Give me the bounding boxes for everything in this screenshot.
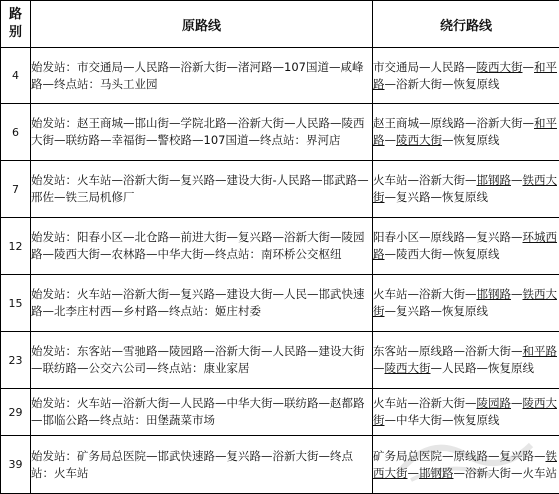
detour-road-underlined: 邯钢路 bbox=[477, 173, 512, 187]
detour-text-segment: 火车站—浴新大街— bbox=[373, 396, 477, 410]
detour-text-segment: — bbox=[408, 466, 420, 480]
detour-road-underlined: 铁西大街 bbox=[373, 173, 557, 204]
detour-road-underlined: 邯钢路 bbox=[477, 287, 512, 301]
detour-text-segment: —陵西大街—恢复原线 bbox=[385, 247, 500, 261]
detour-text-segment: —人民路—恢复原线 bbox=[431, 361, 535, 375]
route-number: 39 bbox=[1, 436, 31, 494]
route-number: 7 bbox=[1, 161, 31, 218]
detour-text-segment: —恢复原线 bbox=[442, 133, 500, 147]
detour-route-cell bbox=[373, 218, 559, 275]
detour-text-segment: 赵王商城—原线路—浴新大街— bbox=[373, 116, 534, 130]
table-row bbox=[1, 275, 559, 332]
header-detour-route: 绕行路线 bbox=[373, 1, 559, 48]
detour-text-segment: — bbox=[511, 287, 523, 301]
detour-text-segment: 矿务局总医院—原线路—复兴路— bbox=[373, 449, 546, 463]
detour-text-segment: 火车站—浴新大街— bbox=[373, 287, 477, 301]
route-number: 6 bbox=[1, 104, 31, 161]
table-body bbox=[1, 48, 559, 494]
route-number: 4 bbox=[1, 48, 31, 104]
detour-route-cell bbox=[373, 275, 559, 332]
detour-route-cell bbox=[373, 389, 559, 436]
table-row bbox=[1, 436, 559, 494]
detour-text-segment: — bbox=[511, 173, 523, 187]
detour-route-cell bbox=[373, 104, 559, 161]
header-route-no: 路 别 bbox=[1, 1, 31, 48]
detour-road-underlined: 邯钢路 bbox=[419, 466, 454, 480]
detour-road-underlined: 陵西大街 bbox=[373, 396, 557, 427]
detour-road-underlined: 陵园路 bbox=[477, 396, 512, 410]
detour-text-segment: 火车站—浴新大街— bbox=[373, 173, 477, 187]
detour-text-segment: —浴新大街—火车站 bbox=[454, 466, 558, 480]
detour-text-segment: 东客站—原线路—浴新大街— bbox=[373, 344, 523, 358]
original-route-cell: 始发站：矿务局总医院—邯武快速路—复兴路—浴新大街—终点站：火车站 bbox=[31, 436, 373, 494]
detour-route-cell bbox=[373, 161, 559, 218]
table-row bbox=[1, 104, 559, 161]
route-number: 15 bbox=[1, 275, 31, 332]
table-header-row bbox=[1, 1, 559, 48]
detour-text-segment: — bbox=[511, 396, 523, 410]
detour-road-underlined: 和平路 bbox=[373, 116, 557, 147]
detour-route-cell bbox=[373, 436, 559, 494]
detour-text-segment: —中华大街—恢复原线 bbox=[385, 413, 500, 427]
detour-route-cell bbox=[373, 332, 559, 389]
detour-road-underlined: 和平路 bbox=[373, 60, 557, 91]
detour-text-segment: — bbox=[385, 133, 397, 147]
detour-road-underlined: 陵西大街 bbox=[385, 361, 431, 375]
detour-road-underlined: 陵西大街 bbox=[396, 133, 442, 147]
route-number: 29 bbox=[1, 389, 31, 436]
table-row bbox=[1, 389, 559, 436]
original-route-cell: 始发站：火车站—浴新大街—复兴路—建设大街-人民路—邯武路—邢佐—铁三局机修厂 bbox=[31, 161, 373, 218]
original-route-cell: 始发站：阳春小区—北仓路—前进大街—复兴路—浴新大街—陵园路—陵西大街—农林路—中华大街—终点站：南环桥公交枢纽 bbox=[31, 218, 373, 275]
detour-text-segment: —复兴路—恢复原线 bbox=[385, 190, 489, 204]
detour-text-segment: — bbox=[523, 60, 535, 74]
detour-route-cell bbox=[373, 48, 559, 104]
original-route-cell: 始发站：市交通局—人民路—浴新大街—渚河路—107国道—咸峰路—终点站：马头工业园 bbox=[31, 48, 373, 104]
original-route-cell: 始发站：火车站—浴新大街—复兴路—建设大街—人民—邯武快速路—北李庄村西—乡村路—终点站：姬庄村委 bbox=[31, 275, 373, 332]
original-route-cell: 始发站：东客站—雪驰路—陵园路—浴新大街—人民路—建设大街—联纺路—公交六公司—终点站：康业家居 bbox=[31, 332, 373, 389]
route-number: 23 bbox=[1, 332, 31, 389]
detour-text-segment: 阳春小区—原线路—复兴路— bbox=[373, 230, 523, 244]
table-row bbox=[1, 332, 559, 389]
route-number: 12 bbox=[1, 218, 31, 275]
table-row bbox=[1, 218, 559, 275]
original-route-cell: 始发站：赵王商城—邯山街—学院北路—浴新大街—人民路—陵西大街—联纺路—幸福街—警校路—107国道—终点站：界河店 bbox=[31, 104, 373, 161]
original-route-cell: 始发站：火车站—浴新大街—人民路—中华大街—联纺路—赵都路—邯临公路—终点站：田堡蔬菜市场 bbox=[31, 389, 373, 436]
detour-road-underlined: 铁西大街 bbox=[373, 449, 557, 480]
detour-text-segment: —浴新大街—恢复原线 bbox=[385, 77, 500, 91]
detour-text-segment: — bbox=[373, 361, 385, 375]
table-row bbox=[1, 161, 559, 218]
header-original-route: 原路线 bbox=[31, 1, 373, 48]
detour-text-segment: —复兴路—恢复原线 bbox=[385, 304, 489, 318]
detour-text-segment: 市交通局—人民路— bbox=[373, 60, 477, 74]
detour-road-underlined: 陵西大街 bbox=[477, 60, 523, 74]
detour-road-underlined: 和平路 bbox=[523, 344, 558, 358]
detour-road-underlined: 环城西路 bbox=[373, 230, 557, 261]
detour-road-underlined: 铁西大街 bbox=[373, 287, 557, 318]
table-row bbox=[1, 48, 559, 104]
